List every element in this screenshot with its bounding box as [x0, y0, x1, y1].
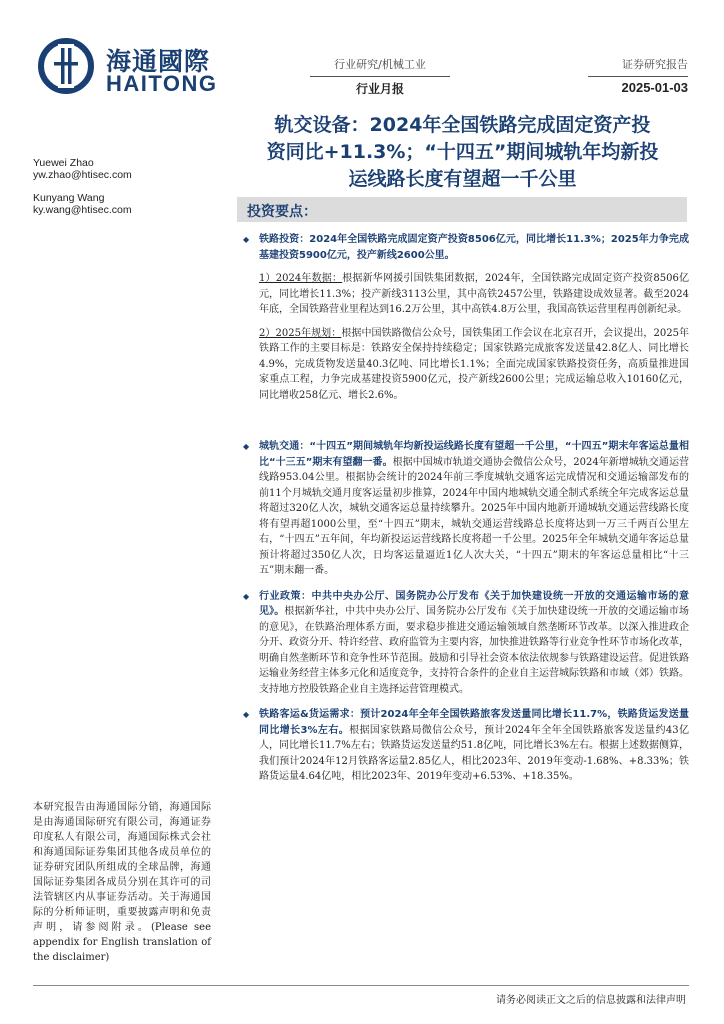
section-header — [237, 197, 687, 222]
report-date: 2025-01-03 — [621, 80, 688, 95]
analyst-email[interactable]: ky.wang@htisec.com — [33, 204, 132, 216]
bullet-lead: 铁路客运&货运需求：预计2024年全年全国铁路旅客发送量同比增长11.7%，铁路货运发送量同比增长3%左右。 — [259, 709, 689, 736]
brand-name-cn: 海通國際 — [106, 47, 211, 76]
brand-name-en: HAITONG — [106, 71, 218, 96]
report-title-line: 轨交设备：2024年全国铁路完成固定资产投 — [274, 114, 651, 136]
footer-notice: 请务必阅读正文之后的信息披露和法律声明 — [496, 995, 686, 1006]
report-type: 行业月报 — [355, 82, 404, 96]
report-category-block — [310, 56, 450, 97]
haitong-logo — [38, 38, 218, 94]
report-title — [240, 112, 685, 193]
paragraph-text: 根据新华网援引国铁集团数据，2024年，全国铁路完成固定资产投资8506亿元，同比增长11.3%；投产新线3113公里，其中高铁2457公里，铁路建设成效显著。截至2024年底，全国铁路营业里程达到16.2万公里，其中高铁4.8万公里，我国高铁运营里程再创新纪录。 — [259, 273, 690, 315]
bullet-traffic-demand — [243, 707, 689, 785]
analyst-card — [33, 157, 132, 181]
haitong-emblem-icon — [38, 38, 98, 94]
analyst-card — [33, 192, 132, 216]
bullet-text: 根据中国城市轨道交通协会微信公众号，2024年新增城轨交通运营线路953.04公里。根据协会统计的2024年前三季度城轨交通客运完成情况和交通运输部发布的前11个月城轨交通月度客运量初步推算，2024年中国内地城轨交通全制式系统全年完成客运总量将超过320亿人次，城轨交通客运总量持续攀升。2025年中国内地新开通城轨交通运营线路长度将有望再超1000公里，至“十四五”期末，城轨交通运营线路总长度将达到一万三千两百公里左右，“十四五”五年间，年均新投运运营线路长度将超一千公里。2025年全年城轨交通年客运总量预计将超过350亿人次，日均客运量逼近1亿人次大关，“十四五”期末的年客运总量相比“十三五”期末翻一番。 — [259, 456, 689, 576]
report-label: 证券研究报告 — [622, 58, 688, 71]
paragraph-label: 2）2025年规划： — [259, 327, 342, 339]
report-meta-block — [588, 56, 688, 95]
header-divider — [310, 76, 450, 77]
report-title-line: 资同比+11.3%；“十四五”期间城轨年均新投 — [266, 141, 659, 163]
bullet-text: 根据国家铁路局微信公众号，预计2024年全年全国铁路旅客发送量约43亿人，同比增长11.7%左右；铁路货运发送量约51.8亿吨，同比增长3%左右。根据上述数据侧算，我们预计2024年12月铁路客运量2.85亿人，相比2023年、2019年变动-1.68%、+8.33%；铁路货运量4.64亿吨，相比2023年、2019年变动+6.53%、+18.35%。 — [259, 724, 689, 782]
bullet-text: 根据新华社，中共中央办公厅、国务院办公厅发布《关于加快建设统一开放的交通运输市场的意见》，在铁路治理体系方面，要求稳步推进交通运输领域自然垄断环节改革。以深入推进政企分开、政资分开、特许经营、政府监管为主要内容，加快推进铁路等行业竞争性环节市场化改革，明确自然垄断环节和竞争性环节范围。鼓励和引导社会资本依法依规参与铁路建设运营。促进铁路运输业务经营主体多元化和适度竞争，支持符合条件的企业自主运营城际铁路和市域（郊）铁路。支持地方控股铁路企业自主选择运营管理模式。 — [259, 606, 690, 695]
bullet-urban-rail — [243, 439, 689, 579]
bullet-industry-policy — [243, 589, 689, 698]
paragraph-text: 根据中国铁路微信公众号，国铁集团工作会议在北京召开，会议提出，2025年铁路工作的主要目标是：铁路安全保持持续稳定；国家铁路完成旅客发送量42.8亿人、同比增长4.9%，完成货物发送量40.3亿吨、同比增长1.1%；全面完成国家铁路投资任务，高质量推进国家重点工程，力争完成基建投资5900亿元，投产新线2600公里；完成运输总收入10160亿元，同比增收258亿元、增长2.6%。 — [259, 327, 690, 401]
section-title: 投资要点： — [247, 204, 317, 220]
investment-highlights — [243, 232, 689, 785]
analyst-name: Kunyang Wang — [33, 192, 105, 204]
analyst-email[interactable]: yw.zhao@htisec.com — [33, 169, 132, 181]
distribution-disclaimer: 本研究报告由海通国际分销，海通国际是由海通国际研究有限公司，海通证券印度私人有限公司，海通国际株式会社和海通国际证券集团其他各成员单位的证券研究团队所组成的全球品牌，海通国际证券集团各成员分别在其许可的司法管辖区内从事证券活动。关于海通国际的分析师证明，重要披露声明和免责声明，请参阅附录。(Please see appendix for English translation of the disclaimer) — [33, 802, 211, 963]
railway-2024-paragraph — [243, 271, 689, 318]
bullet-lead: 铁路投资：2024年全国铁路完成固定资产投资8506亿元，同比增长11.3%；2025年力争完成基建投资5900亿元，投产新线2600公里。 — [259, 234, 689, 261]
report-title-line: 运线路长度有望超一千公里 — [348, 168, 577, 190]
header-divider — [588, 76, 688, 77]
bullet-lead: 城轨交通：“十四五”期间城轨年均新投运线路长度有望超一千公里，“十四五”期末年客运总量相比“十三五”期末有望翻一番。 — [259, 441, 689, 468]
report-category: 行业研究/机械工业 — [334, 58, 426, 71]
railway-2025-paragraph — [243, 326, 689, 404]
bullet-railway-investment — [243, 232, 689, 263]
analyst-name: Yuewei Zhao — [33, 157, 94, 169]
paragraph-label: 1）2024年数据： — [259, 273, 343, 284]
footer-divider — [33, 985, 689, 986]
bullet-lead: 行业政策：中共中央办公厅、国务院办公厅发布《关于加快建设统一开放的交通运输市场的意见》。 — [259, 590, 689, 617]
